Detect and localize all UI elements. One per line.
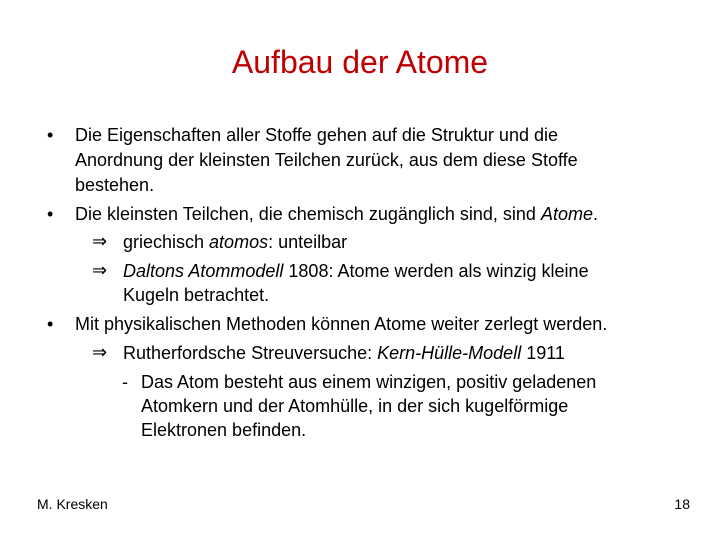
sub-2-rest: 1808: Atome werden als winzig kleine	[283, 261, 589, 281]
sub-1-emphasis: atomos	[209, 232, 269, 252]
bullet-marker: •	[47, 314, 54, 334]
bullet-marker: •	[47, 204, 54, 224]
sub-3-emphasis: Kern-Hülle-Modell	[377, 343, 522, 363]
bullet-2-text: Die kleinsten Teilchen, die chemisch zugänglich sind, sind	[75, 204, 541, 224]
bullet-marker: •	[47, 125, 54, 145]
implies-arrow-icon: ⇒	[92, 231, 108, 252]
dash-item-line-2: Atomkern und der Atomhülle, in der sich kugelförmige	[141, 396, 569, 416]
dash-marker: -	[122, 372, 128, 392]
sub-1-rest: : unteilbar	[268, 232, 348, 252]
bullet-2-period: .	[592, 204, 598, 224]
sub-3-year: 1911	[521, 343, 565, 363]
bullet-1-line-1: Die Eigenschaften aller Stoffe gehen auf die Struktur und die	[75, 125, 558, 145]
bullet-2-emphasis: Atome	[540, 204, 593, 224]
footer-author: M. Kresken	[37, 496, 108, 512]
page-number: 18	[674, 496, 690, 512]
sub-item-2-line-2: Kugeln betrachtet.	[123, 285, 270, 305]
bullet-3-line-1: Mit physikalischen Methoden können Atome weiter zerlegt werden.	[75, 314, 608, 334]
dash-item-line-1: Das Atom besteht aus einem winzigen, positiv geladenen	[141, 372, 597, 392]
slide-title: Aufbau der Atome	[231, 44, 489, 80]
sub-item-3	[123, 342, 565, 364]
sub-1-text: griechisch	[123, 232, 210, 252]
sub-2-emphasis: Daltons Atommodell	[123, 261, 284, 281]
dash-item-line-3: Elektronen befinden.	[141, 420, 307, 440]
bullet-1-line-3: bestehen.	[75, 175, 155, 195]
implies-arrow-icon: ⇒	[92, 342, 108, 363]
bullet-1-line-2: Anordnung der kleinsten Teilchen zurück, aus dem diese Stoffe	[75, 150, 578, 170]
sub-item-2-line-1	[123, 260, 589, 282]
implies-arrow-icon: ⇒	[92, 260, 108, 281]
bullet-2-line-1	[75, 203, 598, 225]
sub-item-1	[123, 231, 347, 253]
sub-3-text: Rutherfordsche Streuversuche:	[123, 343, 378, 363]
